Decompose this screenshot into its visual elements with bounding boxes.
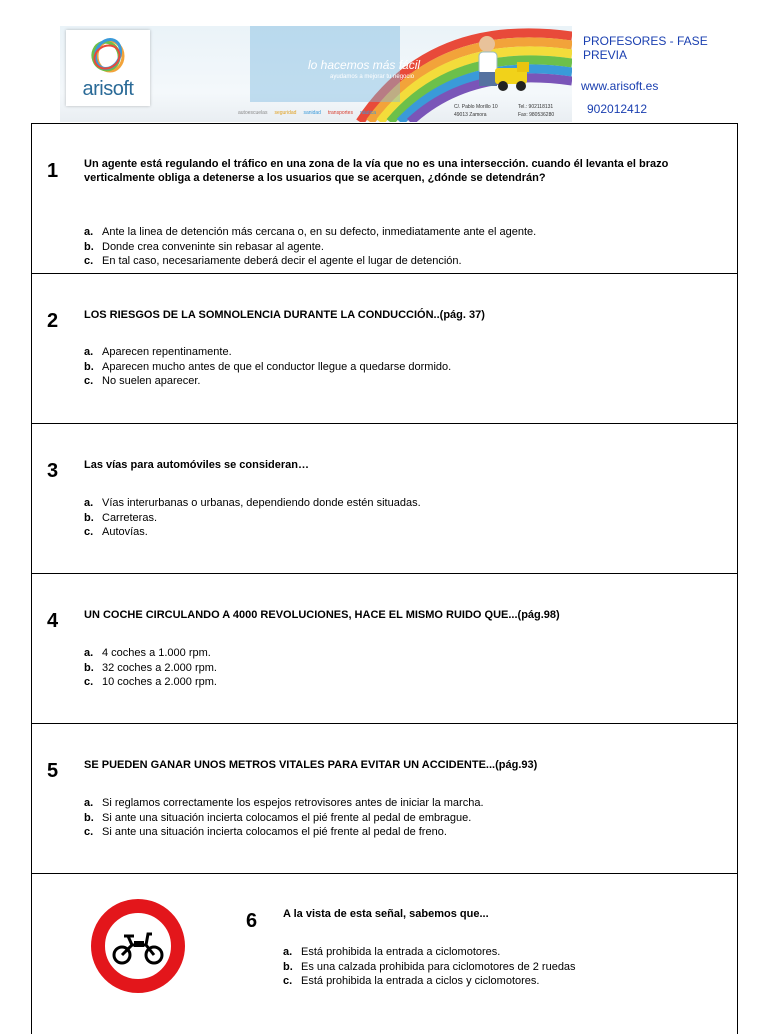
options-list [84,796,704,840]
option-c[interactable]: c. Autovías. [84,526,148,538]
question-number: 5 [47,760,59,782]
option-a[interactable]: a. 4 coches a 1.000 rpm. [84,647,211,659]
question-4 [31,574,738,724]
profesores-title: PROFESORES - FASE PREVIA [583,34,708,62]
sub-slogan: ayudamos a mejorar tu negocio [330,74,415,80]
option-b[interactable]: b. Donde crea conveninte sin rebasar al agente. [84,240,324,253]
address-line-2: 49013 Zamora [454,112,487,118]
option-a[interactable]: a. Aparecen repentinamente. [84,346,232,358]
service-label: seguridad [274,110,297,116]
question-number: 3 [47,460,59,482]
option-b[interactable]: b. 32 coches a 2.000 rpm. [84,661,217,674]
option-c[interactable]: c. Está prohibida la entrada a ciclos y ciclomotores. [283,975,540,987]
option-b[interactable]: b. Es una calzada prohibida para ciclomotores de 2 ruedas [283,960,576,973]
fax-number: Fax: 980536280 [518,112,555,118]
question-6 [31,874,738,1034]
option-a[interactable]: a. Está prohibida la entrada a ciclomotores. [283,946,501,958]
question-1 [31,124,738,274]
questions-list [31,123,738,1034]
question-3 [31,424,738,574]
address-line-1: C/. Pablo Morillo 10 [454,104,498,110]
options-list [283,945,703,989]
option-c[interactable]: c. En tal caso, necesariamente deberá decir el agente el lugar de detención. [84,255,462,267]
services-list [238,110,376,116]
question-number: 6 [246,910,258,932]
question-2 [31,274,738,424]
option-b[interactable]: b. Carreteras. [84,511,158,524]
options-list [84,496,704,540]
option-a[interactable]: a. Ante la linea de detención más cercana o, en su defecto, inmediatamente ante el agente. [84,226,537,238]
question-number: 2 [47,310,59,332]
rings-logo-icon [66,32,150,80]
service-label: transportes [327,110,353,116]
option-a[interactable]: a. Si reglamos correctamente los espejos retrovisores antes de iniciar la marcha. [84,797,484,809]
no-mopeds-sign [90,898,186,994]
question-5 [31,724,738,874]
question-text: SE PUEDEN GANAR UNOS METROS VITALES PARA EVITAR UN ACCIDENTE...(pág.93) [84,759,538,771]
question-number: 4 [47,610,59,632]
tel-number: Tel.: 902118131 [518,104,554,110]
options-list [84,225,704,269]
arisoft-logo [66,30,150,106]
option-c[interactable]: c. Si ante una situación incierta colocamos el pié frente al pedal de freno. [84,826,447,838]
phone-number: 902012412 [587,102,648,116]
service-label: autoescuelas [238,110,268,116]
child-toy-truck-photo [465,32,535,102]
options-list [84,646,704,690]
website-link[interactable]: www.arisoft.es [581,79,659,93]
prohibited-moped-sign-icon [90,898,186,994]
question-text: Un agente está regulando el tráfico en una zona de la vía que no es una intersección. cuando él levanta el brazo verticalmente obliga a detenerse a los usuarios que se acerquen, ¿dónde se detendrán? [84,158,669,184]
question-number: 1 [47,160,59,182]
question-text: Las vías para automóviles se consideran… [84,459,309,471]
options-list [84,345,704,389]
option-a[interactable]: a. Vías interurbanas o urbanas, dependiendo donde estén situadas. [84,497,421,509]
logo-text: arisoft [82,78,134,100]
option-c[interactable]: c. 10 coches a 2.000 rpm. [84,676,217,688]
slogan: lo hacemos más fácil [308,58,421,72]
service-label: sanidad [303,110,321,116]
option-c[interactable]: c. No suelen aparecer. [84,375,201,387]
question-text: A la vista de esta señal, sabemos que... [283,908,489,920]
question-text: LOS RIESGOS DE LA SOMNOLENCIA DURANTE LA CONDUCCIÓN..(pág. 37) [84,309,485,321]
option-b[interactable]: b. Si ante una situación incierta colocamos el pié frente al pedal de embrague. [84,811,472,824]
service-label: náutica [359,110,377,116]
question-text: UN COCHE CIRCULANDO A 4000 REVOLUCIONES, HACE EL MISMO RUIDO QUE...(pág.98) [84,609,560,621]
option-b[interactable]: b. Aparecen mucho antes de que el conductor llegue a quedarse dormido. [84,360,452,373]
